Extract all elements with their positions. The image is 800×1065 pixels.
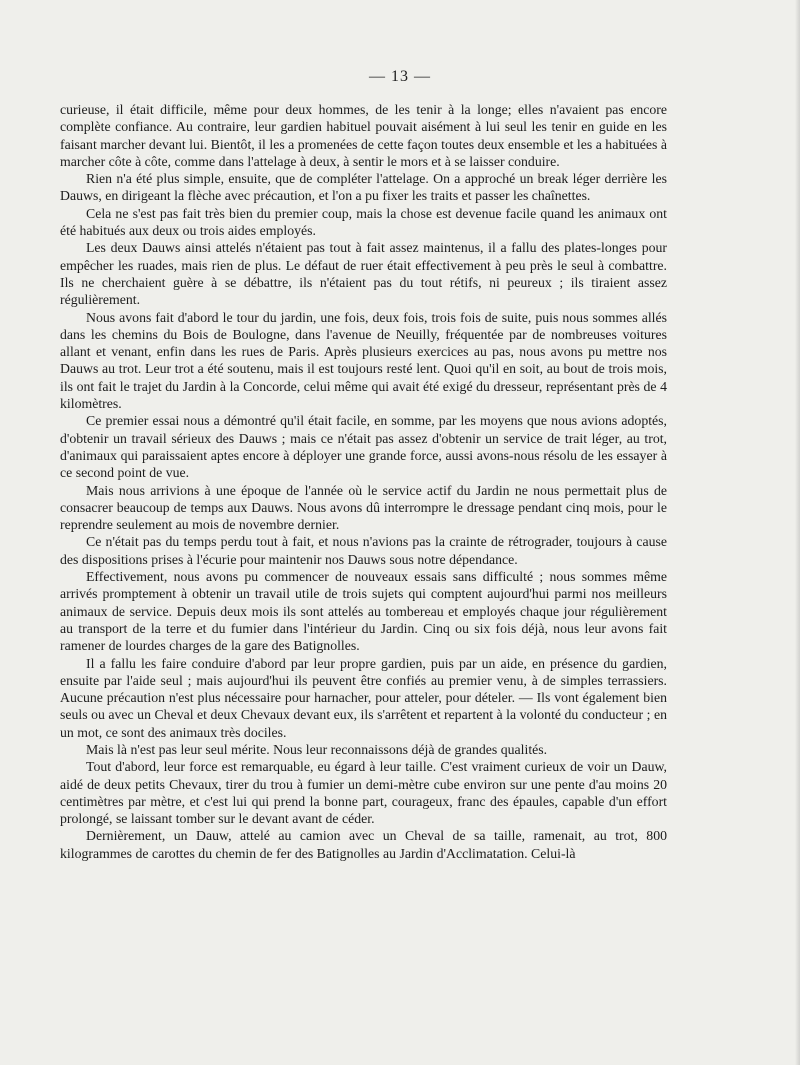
paragraph: Nous avons fait d'abord le tour du jardin, une fois, deux fois, trois fois de suite, puis nous sommes allés dans les chemins du Bois de Boulogne, dans l'avenue de Neuilly, fréquentée par de nombreuses voitures allant et venant, enfin dans les rues de Paris. Après plusieurs exercices au pas, nous avons pu mettre nos Dauws au trot. Leur trot a été soutenu, mais il est toujours resté lent. Quoi qu'il en soit, au bout de trois mois, ils ont fait le trajet du Jardin à la Concorde, celui même qui avait été exigé du dresseur, représentant près de 4 kilomètres.: [60, 309, 667, 412]
page-edge-shadow: [795, 0, 800, 1065]
paragraph: Effectivement, nous avons pu commencer de nouveaux essais sans difficulté ; nous sommes même arrivés promptement à obtenir un travail utile de trois sujets qui comptent aujourd'hui parmi nos meilleurs animaux de service. Depuis deux mois ils sont attelés au tombereau et employés chaque jour régulièrement au transport de la terre et du fumier dans l'intérieur du Jardin. Cinq ou six fois déjà, nous leur avons fait ramener de lourdes charges de la gare des Batignolles.: [60, 569, 667, 654]
paragraph: Rien n'a été plus simple, ensuite, que de compléter l'attelage. On a approché un break léger derrière les Dauws, en dirigeant la flèche avec précaution, et l'on a pu fixer les traits et passer les chaînettes.: [60, 171, 667, 204]
paragraph: Tout d'abord, leur force est remarquable, eu égard à leur taille. C'est vraiment curieux de voir un Dauw, aidé de deux petits Chevaux, tirer du trou à fumier un demi-mètre cube environ sur une pente d'au moins 20 centimètres par mètre, et c'est lui qui prend la bonne part, courageux, franc des épaules, capable d'un effort prolongé, se laissant tomber sur le devant avant de céder.: [60, 759, 667, 827]
paragraph: curieuse, il était difficile, même pour deux hommes, de les tenir à la longe; elles n'avaient pas encore complète confiance. Au contraire, leur gardien habituel pouvait aisément à lui seul les tenir en guide en les faisant marcher devant lui. Bientôt, il les a promenées de cette façon toutes deux ensemble et les a habituées à marcher côte à côte, comme dans l'attelage à deux, à sentir le mors et à se laisser conduire.: [60, 102, 667, 169]
paragraph: Dernièrement, un Dauw, attelé au camion avec un Cheval de sa taille, ramenait, au trot, 800 kilogrammes de carottes du chemin de fer des Batignolles au Jardin d'Acclimatation. Celui-là: [60, 828, 667, 861]
paragraph: Cela ne s'est pas fait très bien du premier coup, mais la chose est devenue facile quand les animaux ont été habitués aux deux ou trois aides employés.: [60, 205, 667, 239]
paragraph: Ce n'était pas du temps perdu tout à fait, et nous n'avions pas la crainte de rétrograder, toujours à cause des dispositions prises à l'écurie pour maintenir nos Dauws sous notre dépendance.: [60, 534, 667, 567]
paragraph: Les deux Dauws ainsi attelés n'étaient pas tout à fait assez maintenus, il a fallu des plates-longes pour empêcher les ruades, mais rien de plus. Le défaut de ruer était effectivement à peu près le seul à combattre. Ils ne cherchaient guère à se débattre, ils n'étaient pas du tout rétifs, ni peureux ; ils tiraient assez régulièrement.: [60, 240, 667, 308]
paragraph: Ce premier essai nous a démontré qu'il était facile, en somme, par les moyens que nous avions adoptés, d'obtenir un travail sérieux des Dauws ; mais ce n'était pas assez d'obtenir un service de trait léger, au trot, d'animaux qui paraissaient aptes encore à déployer une grande force, aussi avons-nous résolu de les essayer à ce second point de vue.: [60, 413, 667, 481]
paragraph: Mais là n'est pas leur seul mérite. Nous leur reconnaissons déjà de grandes qualités.: [86, 741, 548, 757]
body-text: [60, 101, 667, 862]
paragraph: Mais nous arrivions à une époque de l'année où le service actif du Jardin ne nous permettait plus de consacrer beaucoup de temps aux Dauws. Nous avons dû interrompre le dressage pendant cinq mois, pour le reprendre seulement au mois de novembre dernier.: [60, 482, 667, 533]
paragraph: Il a fallu les faire conduire d'abord par leur propre gardien, puis par un aide, en présence du gardien, ensuite par l'aide seul ; mais aujourd'hui ils peuvent être confiés au premier venu, à de simples terrassiers. Aucune précaution n'est plus nécessaire pour harnacher, pour atteler, pour dételer. — Ils vont également bien seuls ou avec un Cheval et deux Chevaux devant eux, ils s'arrêtent et repartent à la volonté du conducteur ; en un mot, ce sont des animaux très dociles.: [60, 655, 667, 740]
page-number: — 13 —: [369, 68, 431, 85]
